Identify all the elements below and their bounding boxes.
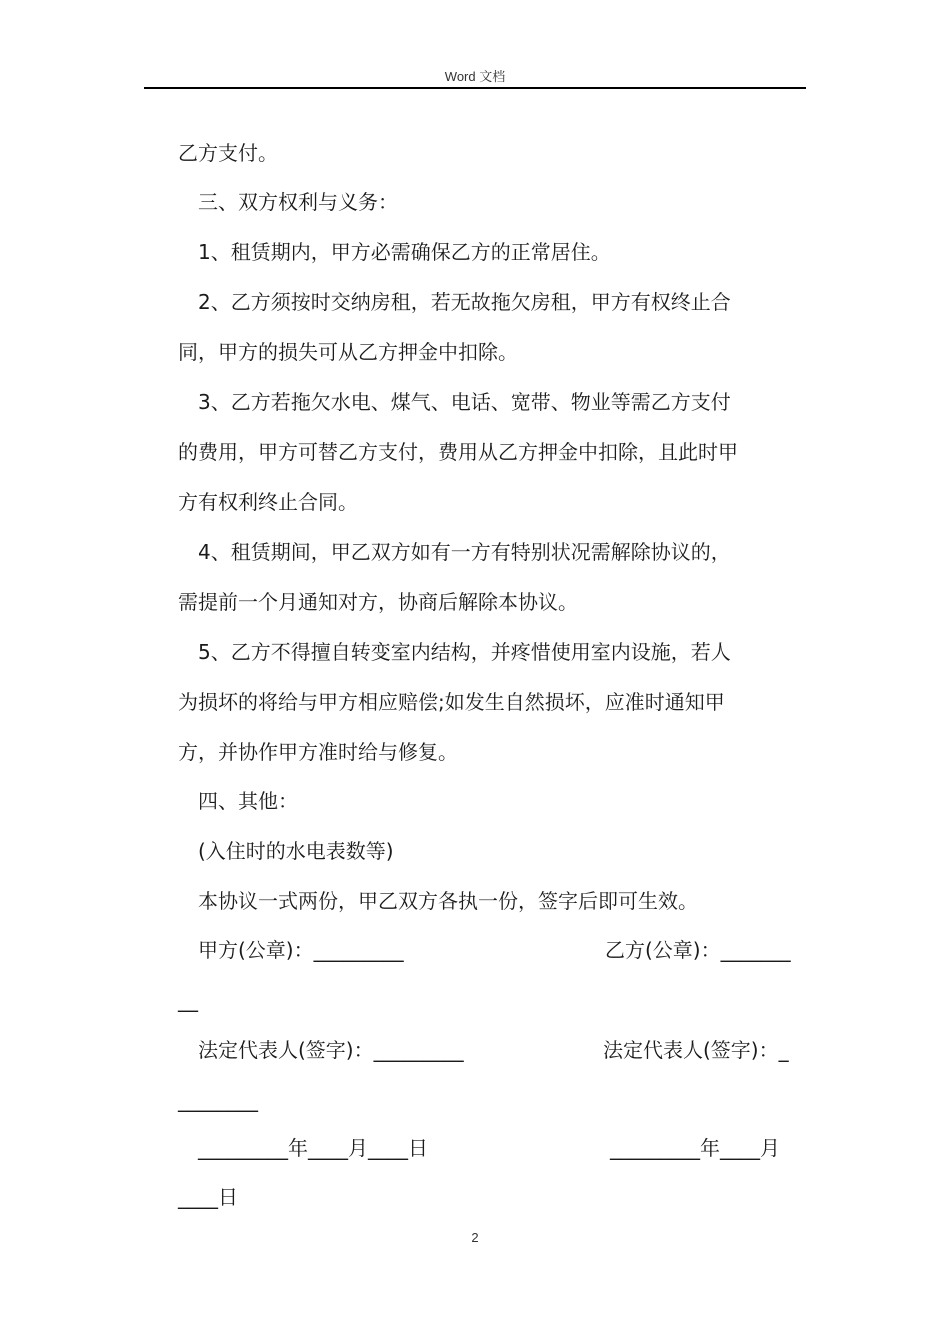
rep-b-signature: 法定代表人(签字)：_: [603, 1038, 789, 1062]
meter-readings-note: (入住时的水电表数等): [198, 839, 394, 863]
party-a-seal: 甲方(公章)：_________: [198, 938, 404, 962]
header-rule: [144, 87, 806, 89]
party-b-seal: 乙方(公章)：_______: [605, 938, 791, 962]
page-number: 2: [471, 1230, 479, 1245]
party-b-seal-cont: __: [178, 988, 198, 1012]
clause-3-cont: 的费用，甲方可替乙方支付，费用从乙方押金中扣除，且此时甲: [178, 440, 738, 464]
rep-b-signature-cont: ________: [178, 1088, 258, 1112]
rep-a-signature: 法定代表人(签字)：_________: [198, 1038, 464, 1062]
clause-5-cont: 为损坏的将给与甲方相应赔偿;如发生自然损坏，应准时通知甲: [178, 690, 725, 714]
date-a: _________年____月____日: [198, 1136, 428, 1160]
clause-5: 5、乙方不得擅自转变室内结构，并疼惜使用室内设施，若人: [198, 640, 731, 664]
clause-3-cont-2: 方有权利终止合同。: [178, 490, 358, 514]
agreement-copies: 本协议一式两份，甲乙双方各执一份，签字后即可生效。: [198, 889, 698, 913]
clause-5-cont-2: 方，并协作甲方准时给与修复。: [178, 740, 458, 764]
section-heading-other: 四、其他：: [198, 789, 298, 813]
page-header: Word 文档: [444, 69, 506, 84]
clause-2: 2、乙方须按时交纳房租，若无故拖欠房租，甲方有权终止合: [198, 290, 731, 314]
clause-1: 1、租赁期内，甲方必需确保乙方的正常居住。: [198, 240, 611, 264]
body-line-1: 乙方支付。: [178, 141, 278, 165]
clause-4-cont: 需提前一个月通知对方，协商后解除本协议。: [178, 590, 578, 614]
clause-2-cont: 同，甲方的损失可从乙方押金中扣除。: [178, 340, 518, 364]
date-b: _________年____月: [610, 1136, 780, 1160]
section-heading-rights: 三、双方权利与义务：: [198, 190, 398, 214]
date-b-cont: ____日: [178, 1185, 238, 1209]
clause-4: 4、租赁期间，甲乙双方如有一方有特别状况需解除协议的，: [198, 540, 731, 564]
clause-3: 3、乙方若拖欠水电、煤气、电话、宽带、物业等需乙方支付: [198, 390, 731, 414]
